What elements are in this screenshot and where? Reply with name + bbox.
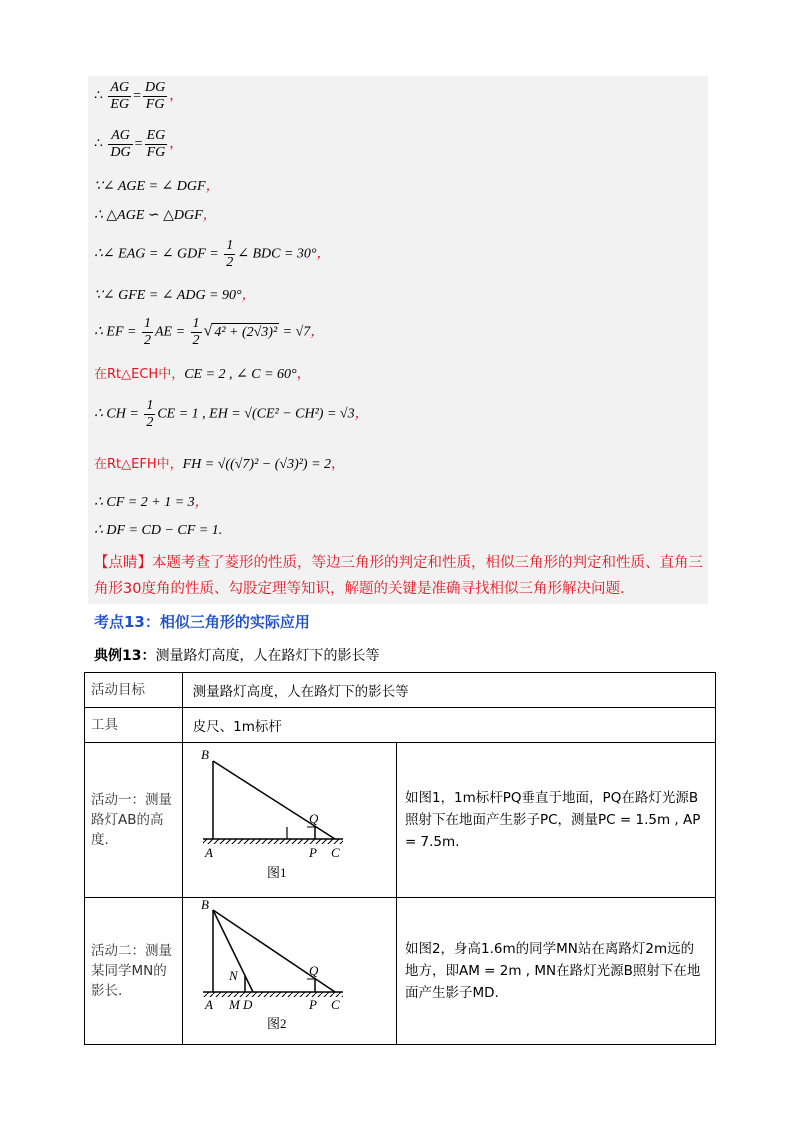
figure-2 (183, 898, 395, 1040)
label-C: C (330, 997, 340, 1012)
example-text: 测量路灯高度，人在路灯下的影长等 (155, 648, 380, 664)
figure-2-cell (182, 898, 396, 1045)
solution-line-2: ∴ $\frac{AG}{DG}$ = $\frac{EG}{FG}$ ， (94, 128, 184, 160)
label-D: D (242, 997, 252, 1012)
activity-goal-label: 活动目标 (85, 673, 183, 708)
label-Q: Q (308, 963, 318, 978)
solution-line-6: ∵∠ GFE = ∠ ADG = 90°， (94, 288, 256, 303)
activity-goal-value: 测量路灯高度，人在路灯下的影长等 (182, 673, 715, 708)
section-heading: 考点13：相似三角形的实际应用 (94, 613, 310, 631)
activity-table (84, 672, 716, 1045)
tool-label: 工具 (85, 708, 183, 743)
solution-line-4: ∴ △AGE ∽ △DGF， (94, 208, 217, 223)
figure-2-caption: 图2 (266, 1016, 287, 1031)
solution-line-1: ∴ $\frac{AG}{EG}$ = $\frac{DG}{FG}$ ， (94, 80, 184, 112)
activity-one-label: 活动一：测量路灯AB的高度. (85, 743, 183, 898)
activity-two-label: 活动二：测量某同学MN的影长. (85, 898, 183, 1045)
label-A: A (204, 997, 213, 1012)
table-row (85, 673, 716, 708)
solution-line-5: ∴∠ EAG = ∠ GDF = $\frac{1}{2}$ ∠ BDC = 30°， (94, 238, 331, 270)
ground-hatching (203, 992, 343, 997)
solution-line-3: ∵∠ AGE = ∠ DGF， (94, 179, 220, 194)
ground-hatching (203, 839, 343, 844)
figure-1-cell (182, 743, 396, 898)
solution-line-11: ∴ CF = 2 + 1 = 3， (94, 495, 209, 510)
figure-1 (183, 743, 395, 893)
light-ray-BC (213, 761, 335, 839)
figure-1-caption: 图1 (266, 865, 287, 880)
table-row (85, 898, 716, 1045)
label-P: P (308, 997, 317, 1012)
activity-one-description: 如图1，1m标杆PQ垂直于地面，PQ在路灯光源B照射下在地面产生影子PC，测量PC = 1.5m , AP = 7.5m. (396, 743, 715, 898)
solution-line-10: 在Rt△EFH中，FH = √((√7)² − (√3)²) = 2， (94, 457, 346, 472)
activity-two-description: 如图2，身高1.6m的同学MN站在离路灯2m远的地方，即AM = 2m , MN在路灯光源B照射下在地面产生影子MD. (396, 898, 715, 1045)
solution-line-8: 在Rt△ECH中，CE = 2 , ∠ C = 60°， (94, 367, 311, 382)
solution-line-9: ∴ CH = $\frac{1}{2}$ CE = 1 , EH = √(CE² − CH²) = √3， (94, 398, 369, 430)
label-C: C (330, 845, 340, 860)
label-M: M (228, 997, 240, 1012)
label-N: N (228, 968, 238, 983)
example-title (94, 645, 379, 665)
key-point-note: 【点睛】本题考查了菱形的性质，等边三角形的判定和性质，相似三角形的判定和性质、直角三角形30度角的性质、勾股定理等知识，解题的关键是准确寻找相似三角形解决问题. (94, 555, 703, 597)
solution-line-7: ∴ EF = $\frac{1}{2}$ AE = $\frac{1}{2}$ √ 4² + (2√3)² = √7， (94, 316, 325, 348)
solution-line-12: ∴ DF = CD − CF = 1. (94, 523, 223, 538)
label-P: P (308, 845, 317, 860)
table-row (85, 708, 716, 743)
example-label: 典例13： (94, 648, 156, 664)
label-B: B (200, 898, 209, 912)
label-B: B (200, 747, 209, 762)
tool-value: 皮尺、1m标杆 (182, 708, 715, 743)
table-row (85, 743, 716, 898)
label-A: A (204, 845, 213, 860)
label-Q: Q (308, 811, 318, 826)
